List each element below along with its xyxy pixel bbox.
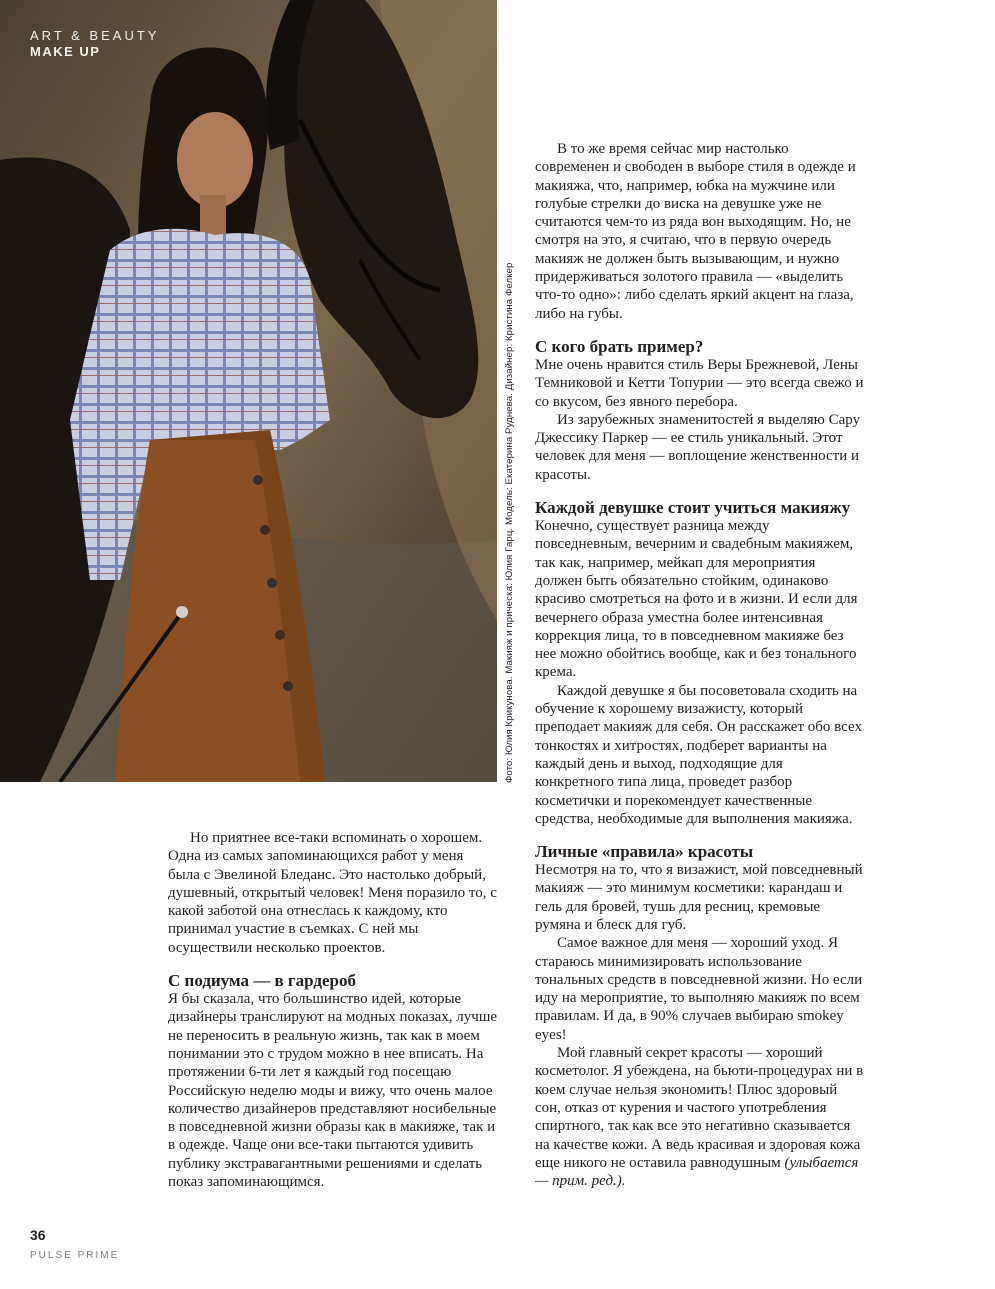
paragraph: Конечно, существует разница между повседневным, вечерним и свадебным макияжем, так как, например, мейкап для мероприятия должен быть обязательно стойким, одинаково красиво смотреться на фото и в жизни. И если для вечернего образа уместна более интенсивная коррекция лица, то в повседневном макияже без нее можно обойтись вообще, как и без тонального крема. bbox=[535, 518, 858, 681]
magazine-name: PULSE PRIME bbox=[30, 1250, 120, 1261]
paragraph: Из зарубежных знаменитостей я выделяю Сару Джессику Паркер — ее стиль уникальный. Этот человек для меня — воплощение женственности и красоты. bbox=[535, 411, 861, 483]
photo-illustration bbox=[0, 0, 497, 782]
paragraph: Самое важное для меня — хороший уход. Я стараюсь минимизировать использование тональных средств в повседневной жизни. Но если иду на мероприятие, то выполняю макияж по всем правилам. И да, в 90% случаев выбираю smokey eyes! bbox=[535, 935, 863, 1043]
paragraph bbox=[535, 1044, 865, 1190]
subheading: Каждой девушке стоит учиться макияжу bbox=[535, 498, 851, 518]
editor-note: (улыбается — прим. ред.). bbox=[535, 1154, 859, 1190]
subheading: С кого брать пример? bbox=[535, 336, 704, 356]
subheading: Личные «правила» красоты bbox=[535, 842, 754, 862]
left-column bbox=[168, 829, 498, 1191]
paragraph: Мне очень нравится стиль Веры Брежневой, Лены Темниковой и Кетти Топурии — это всегда свежо и со вкусом, без явного перебора. bbox=[535, 356, 864, 410]
paragraph: Но приятнее все-таки вспоминать о хорошем. Одна из самых запоминающихся работ у меня была с Эвелиной Бледанс. Это настолько добрый, душевный, открытый человек! Меня поразило то, с какой заботой она отнеслась к каждому, кто принимал участие в съемках. С ней мы осуществили несколько проектов. bbox=[168, 830, 497, 956]
page-number: 36 bbox=[30, 1227, 46, 1243]
paragraph: Я бы сказала, что большинство идей, которые дизайнеры транслируют на модных показах, лучше не переносить в реальную жизнь, так как в моем понимании это с трудом можно в нее вписать. На протяжении 6-ти лет я каждый год посещаю Российскую неделю моды и вижу, что очень малое количество дизайнеров представляют носибельные в повседневной жизни образы как в макияже, так и в одежде. Чаще они все-таки пытаются удивить публику экстравагантными решениями и сделать показ запоминающимся. bbox=[168, 991, 498, 1191]
paragraph-text: Мой главный секрет красоты — хороший косметолог. Я убеждена, на бьюти-процедурах ни в коем случае нельзя экономить! Плюс здоровый сон, отказ от курения и частого употребления спиртного, так как все это негативно сказывается на качестве кожи. А ведь красивая и здоровая кожа еще никого не оставила равнодушным bbox=[535, 1045, 864, 1171]
paragraph: Каждой девушке я бы посоветовала сходить на обучение к хорошему визажисту, который преподает макияж для себя. Он расскажет обо всех тонкостях и хитростях, подберет варианты на каждый день и выход, подходящие для конкретного типа лица, проведет разбор косметички и порекомендует качественные средства, необходимые для выполнения макияжа. bbox=[535, 682, 862, 827]
section-label bbox=[30, 28, 159, 61]
editorial-photo bbox=[0, 0, 497, 782]
subsection-title: MAKE UP bbox=[30, 44, 101, 60]
right-column bbox=[535, 140, 865, 1190]
paragraph: Несмотря на то, что я визажист, мой повседневный макияж — это минимум косметики: карандаш и гель для бровей, тушь для ресниц, кремовые румяна и блеск для губ. bbox=[535, 862, 863, 933]
paragraph: В то же время сейчас мир настолько современен и свободен в выборе стиля в одежде и макияжа, что, например, юбка на мужчине или голубые стрелки до виска на девушке уже не считаются чем-то из ряда вон выходящим. Но, не смотря на это, я считаю, что в первую очередь макияж не должен быть вызывающим, и нужно придерживаться золотого правила — «выделить что-то одно»: либо сделать яркий акцент на глаза, либо на губы. bbox=[535, 141, 856, 322]
subheading: С подиума — в гардероб bbox=[168, 971, 356, 991]
section-title: ART & BEAUTY bbox=[30, 28, 160, 43]
photo-credits: Фото: Юлия Крикунова. Макияж и прическа: Юлия Гарц. Модель: Екатерина Руднева. Дизайнер: Кристина Фелкер bbox=[504, 262, 515, 783]
